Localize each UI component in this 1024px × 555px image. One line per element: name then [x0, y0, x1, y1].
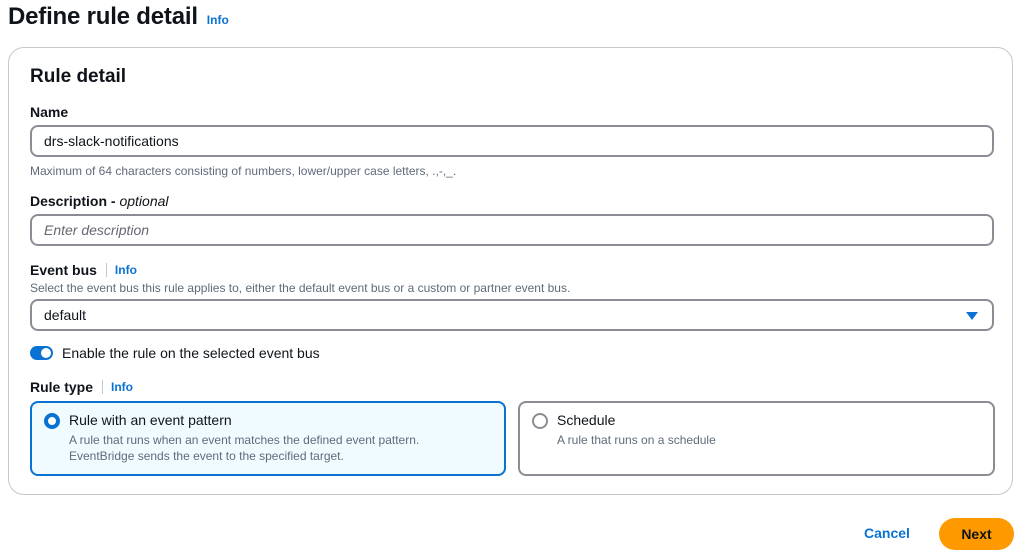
enable-rule-label: Enable the rule on the selected event bus: [62, 345, 320, 361]
event-bus-label-text: Event bus: [30, 262, 97, 278]
description-optional: optional: [119, 193, 169, 209]
page-info-link[interactable]: Info: [206, 13, 229, 27]
schedule-description: A rule that runs on a schedule: [557, 433, 716, 447]
description-separator: -: [107, 193, 120, 209]
name-input-value: drs-slack-notifications: [44, 133, 179, 149]
radio-selected-icon[interactable]: [44, 413, 60, 429]
rule-type-schedule-tile[interactable]: [518, 401, 995, 476]
event-bus-select[interactable]: [30, 299, 994, 331]
name-label-text: Name: [30, 104, 69, 120]
enable-rule-row: [30, 345, 320, 361]
rule-type-info-link[interactable]: Info: [111, 380, 134, 394]
description-input[interactable]: [30, 214, 994, 246]
label-divider: [106, 263, 107, 277]
event-pattern-description: [69, 432, 489, 464]
rule-type-event-pattern-tile[interactable]: [30, 401, 506, 476]
label-divider: [102, 380, 103, 394]
event-pattern-title: Rule with an event pattern: [69, 412, 232, 428]
radio-unselected-icon[interactable]: [532, 413, 548, 429]
event-pattern-desc-line2: EventBridge sends the event to the specified target.: [69, 449, 344, 463]
rule-detail-card: [8, 47, 1013, 495]
description-label-text: Description: [30, 193, 108, 209]
card-title: Rule detail: [30, 66, 127, 87]
description-label: [30, 193, 169, 209]
description-placeholder: Enter description: [44, 222, 150, 238]
schedule-title: Schedule: [557, 412, 616, 428]
event-bus-selected-value: default: [44, 307, 87, 323]
toggle-knob: [41, 348, 51, 358]
rule-type-label-text: Rule type: [30, 379, 94, 395]
name-label: [30, 104, 68, 120]
cancel-button[interactable]: Cancel: [864, 525, 910, 541]
page-title: Define rule detail: [8, 3, 198, 30]
next-button-label: Next: [961, 526, 992, 542]
rule-type-label: [30, 379, 133, 395]
page-header: [8, 3, 229, 31]
event-pattern-desc-line1: A rule that runs when an event matches the defined event pattern.: [69, 433, 420, 447]
event-bus-info-link[interactable]: Info: [114, 263, 137, 277]
event-bus-label: [30, 262, 137, 278]
caret-down-icon: [966, 312, 978, 320]
name-input[interactable]: [30, 125, 994, 157]
name-hint: Maximum of 64 characters consisting of numbers, lower/upper case letters, .,-,_.: [30, 164, 457, 178]
next-button[interactable]: [939, 518, 1014, 550]
event-bus-hint: Select the event bus this rule applies to, either the default event bus or a custom or partner event bus.: [30, 281, 571, 295]
enable-rule-toggle[interactable]: [30, 346, 53, 360]
